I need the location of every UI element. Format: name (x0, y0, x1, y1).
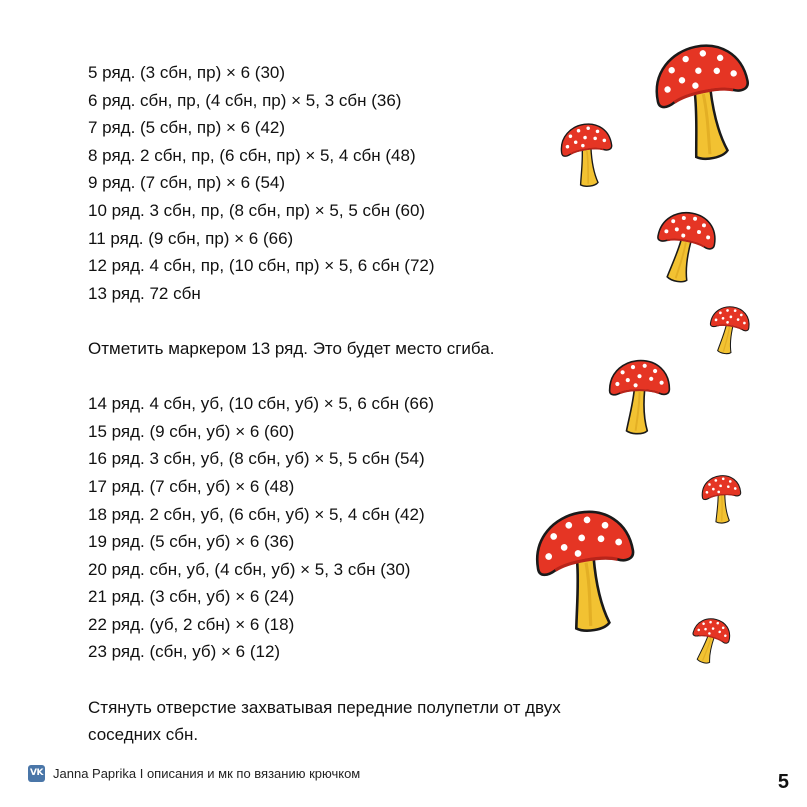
row-line: 7 ряд. (5 сбн, пр) × 6 (42) (88, 118, 286, 138)
marker-note: Отметить маркером 13 ряд. Это будет место сгиба. (88, 338, 495, 358)
mushroom-icon (648, 205, 722, 289)
closing-note: Стянуть отверстие захватывая передние полупетли от двух соседних сбн. (88, 697, 561, 745)
row-line: 19 ряд. (5 сбн, уб) × 6 (36) (88, 532, 295, 552)
row-line: 20 ряд. сбн, уб, (4 сбн, уб) × 5, 3 сбн (30) (88, 559, 411, 579)
row-line: 8 ряд. 2 сбн, пр, (6 сбн, пр) × 5, 4 сбн (48) (88, 145, 416, 165)
mushroom-icon (685, 613, 735, 669)
mushroom-icon (556, 118, 620, 191)
mushroom-icon (644, 33, 767, 171)
row-line: 15 ряд. (9 сбн, уб) × 6 (60) (88, 421, 295, 441)
mushroom-icon (705, 302, 754, 358)
footer-text: Janna Paprika I описания и мк по вязанию крючком (53, 765, 361, 781)
row-line: 9 ряд. (7 сбн, пр) × 6 (54) (88, 173, 286, 193)
row-line: 5 ряд. (3 сбн, пр) × 6 (30) (88, 63, 286, 82)
row-line: 13 ряд. 72 сбн (88, 283, 201, 303)
vk-icon[interactable]: VK (28, 765, 45, 782)
pattern-text (88, 59, 608, 749)
row-line: 17 ряд. (7 сбн, уб) × 6 (48) (88, 476, 295, 496)
mushroom-icon (525, 500, 650, 642)
row-line: 12 ряд. 4 сбн, пр, (10 сбн, пр) × 5, 6 сбн (72) (88, 256, 435, 276)
footer (28, 763, 360, 783)
row-line: 23 ряд. (сбн, уб) × 6 (12) (88, 642, 281, 662)
rows-increase (88, 59, 608, 307)
row-line: 22 ряд. (уб, 2 сбн) × 6 (18) (88, 614, 295, 634)
mushroom-icon (698, 472, 745, 527)
row-line: 11 ряд. (9 сбн, пр) × 6 (66) (88, 228, 294, 248)
row-line: 14 ряд. 4 сбн, уб, (10 сбн, уб) × 5, 6 сбн (66) (88, 394, 435, 414)
row-line: 21 ряд. (3 сбн, уб) × 6 (24) (88, 587, 295, 607)
mushroom-icon (607, 358, 672, 436)
row-line: 10 ряд. 3 сбн, пр, (8 сбн, пр) × 5, 5 сбн (60) (88, 200, 426, 220)
page-number: 5 (777, 771, 789, 793)
row-line: 18 ряд. 2 сбн, уб, (6 сбн, уб) × 5, 4 сбн (42) (88, 504, 425, 524)
row-line: 6 ряд. сбн, пр, (4 сбн, пр) × 5, 3 сбн (36) (88, 90, 402, 110)
row-line: 16 ряд. 3 сбн, уб, (8 сбн, уб) × 5, 5 сбн (54) (88, 449, 425, 469)
